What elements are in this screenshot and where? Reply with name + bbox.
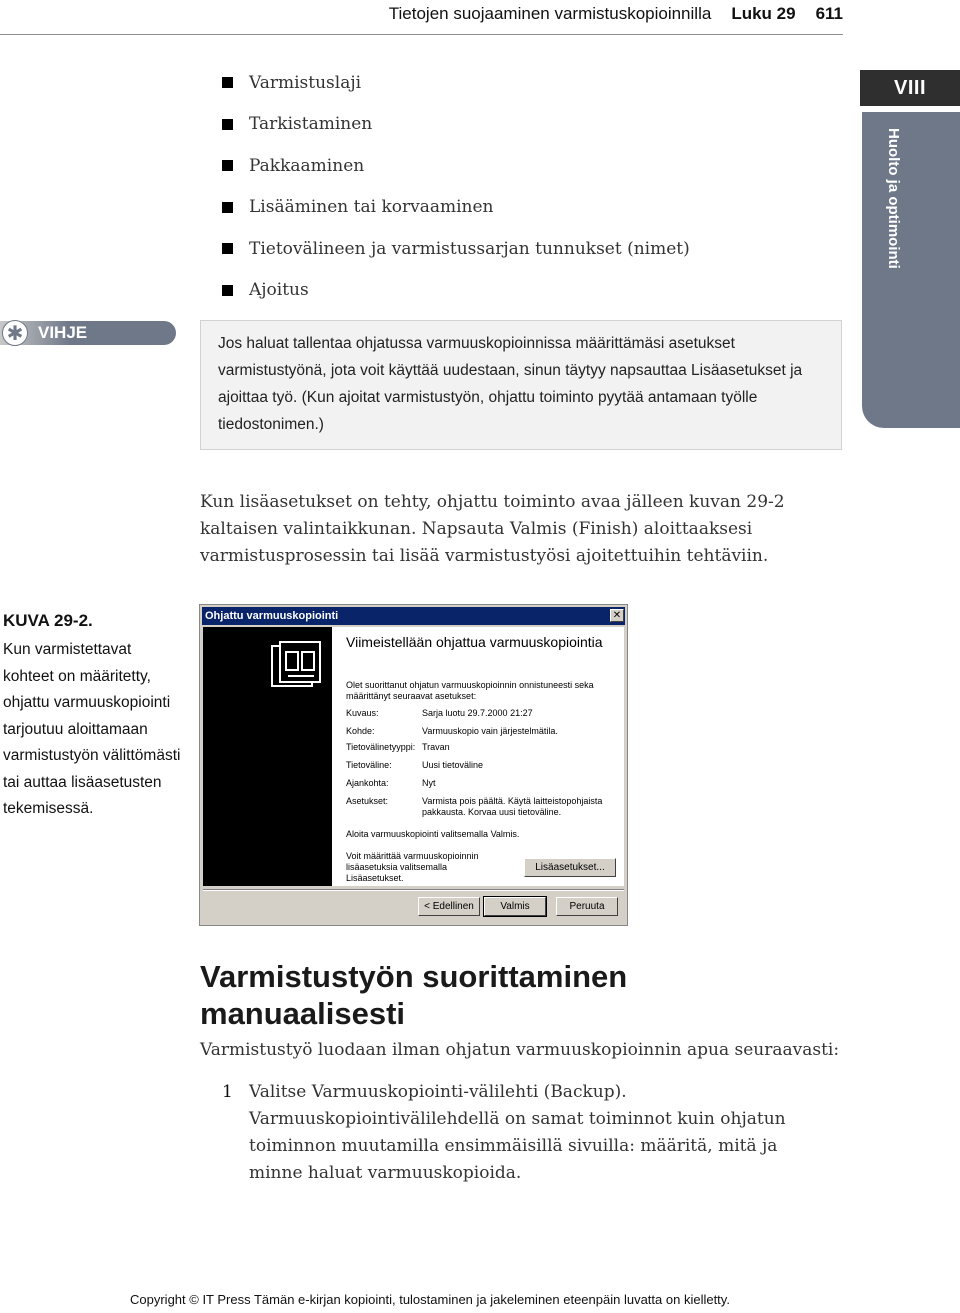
summary-row: Kuvaus: Sarja luotu 29.7.2000 21:27 (346, 708, 533, 718)
wizard-heading: Viimeistellään ohjattua varmuuskopiointia (346, 634, 603, 650)
wizard-advanced-note: Voit määrittää varmuuskopioinnin lisäasetuksia valitsemalla Lisäasetukset. (346, 851, 479, 883)
part-number-tab: VIII (860, 70, 960, 106)
list-item: Tietovälineen ja varmistussarjan tunnukset (nimet) (222, 228, 690, 270)
option-list (222, 62, 690, 311)
backup-wizard-icon (268, 640, 326, 694)
step-number: 1 (222, 1082, 233, 1102)
chapter-title: Tietojen suojaaminen varmistuskopioinnilla (388, 4, 712, 23)
wizard-intro: Olet suorittanut ohjatun varmuuskopioinnin onnistuneesti seka määrittänyt seuraavat asetukset: (346, 680, 594, 701)
figure-caption: Kun varmistettavat kohteet on määritetty, ohjattu varmuuskopiointi tarjoutuu aloittamaan varmistustyön välittömästi tai auttaa lisäasetusten tekemisessä. (3, 641, 181, 817)
step-text: Valitse Varmuuskopiointi-välilehti (Backup). Varmuuskopiointivälilehdellä on samat toiminnot kuin ohjatun toiminnon muutamilla ensimmäisillä sivuilla: määritä, mitä ja minne haluat varmuuskopioida. (249, 1082, 786, 1183)
cancel-button[interactable]: Peruuta (556, 897, 618, 916)
wizard-finish-note: Aloita varmuuskopiointi valitsemalla Valmis. (346, 829, 520, 839)
summary-row: Tietoväline: Uusi tietoväline (346, 760, 484, 770)
bullet-square-icon (222, 202, 233, 213)
list-item: Lisääminen tai korvaaminen (222, 187, 690, 229)
body-paragraph: Kun lisäasetukset on tehty, ohjattu toiminto avaa jälleen kuvan 29-2 kaltaisen valintaikkunan. Napsauta Valmis (Finish) aloittaaksesi varmistusprosessin tai lisää varmistustyösi ajoitettuihin tehtäviin. (200, 492, 785, 566)
bullet-square-icon (222, 77, 233, 88)
part-title: Huolto ja optimointi (885, 128, 902, 269)
page-number: 611 (815, 4, 843, 23)
bullet-square-icon (222, 119, 233, 130)
list-item: Ajoitus (222, 270, 690, 312)
close-icon[interactable]: ✕ (610, 609, 624, 622)
advanced-button[interactable]: Lisäasetukset... (524, 858, 616, 877)
body-paragraph: Varmistustyö luodaan ilman ohjatun varmuuskopioinnin apua seuraavasti: (200, 1040, 840, 1060)
back-button[interactable]: < Edellinen (418, 897, 480, 916)
section-heading: Varmistustyön suorittaminen manuaalisesti (200, 959, 628, 1031)
bullet-square-icon (222, 160, 233, 171)
summary-row: Tietovälinetyyppi: Travan (346, 742, 450, 752)
dialog-title: Ohjattu varmuuskopiointi (205, 610, 339, 622)
chapter-label: Luku 29 (731, 4, 796, 23)
list-item: Tarkistaminen (222, 104, 690, 146)
header-rule (0, 34, 843, 35)
dialog-separator (203, 889, 624, 891)
bullet-square-icon (222, 243, 233, 254)
figure-title: KUVA 29-2. (3, 611, 93, 630)
tip-label: VIHJE (38, 323, 88, 342)
copyright-notice: Copyright © IT Press Tämän e-kirjan kopiointi, tulostaminen ja jakeleminen eteenpäin luvatta on kielletty. (130, 1292, 730, 1307)
list-item: Pakkaaminen (222, 145, 690, 187)
summary-row: Ajankohta: Nyt (346, 778, 436, 788)
star-icon: ✱ (2, 320, 28, 346)
page-header (360, 0, 843, 28)
tip-text: Jos haluat tallentaa ohjatussa varmuuskopioinnissa määrittämäsi asetukset varmistustyönä, jota voit käyttää uudestaan, sinun täytyy napsauttaa Lisäasetukset ja ajoittaa työ. (Kun ajoitat varmistustyön, ohjattu toiminto pyytää antamaan työlle tiedostonimen.) (218, 335, 803, 433)
summary-row: Asetukset: Varmista pois päältä. Käytä laitteistopohjaista pakkausta. Korvaa uusi tietoväline. (346, 796, 603, 817)
wizard-content (332, 627, 624, 886)
list-item: Varmistuslaji (222, 62, 690, 104)
bullet-square-icon (222, 285, 233, 296)
finish-button[interactable]: Valmis (484, 897, 546, 916)
summary-row: Kohde: Varmuuskopio vain järjestelmätila. (346, 726, 558, 736)
